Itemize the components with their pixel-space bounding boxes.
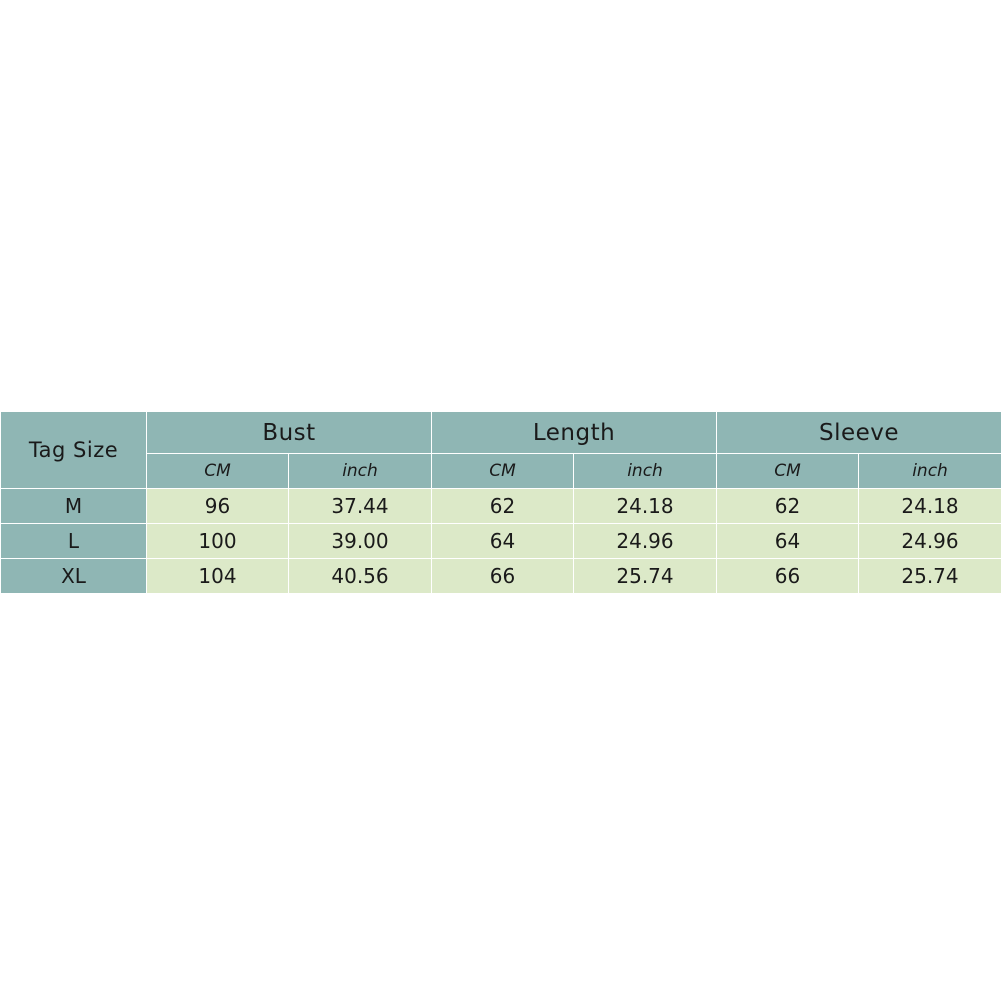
column-group-bust: Bust	[147, 412, 432, 454]
cell-bust-cm: 104	[147, 559, 289, 594]
table-header	[1, 412, 1002, 489]
cell-bust-inch: 39.00	[289, 524, 432, 559]
column-header-bust-inch: inch	[289, 454, 432, 489]
cell-sleeve-inch: 24.96	[859, 524, 1002, 559]
column-header-bust-cm: CM	[147, 454, 289, 489]
cell-sleeve-inch: 24.18	[859, 489, 1002, 524]
cell-length-inch: 24.96	[574, 524, 717, 559]
row-size-label: M	[1, 489, 147, 524]
cell-sleeve-cm: 66	[717, 559, 859, 594]
cell-length-inch: 24.18	[574, 489, 717, 524]
column-header-tag-size: Tag Size	[1, 412, 147, 489]
column-group-length: Length	[432, 412, 717, 454]
size-chart	[0, 411, 1002, 594]
cell-length-cm: 66	[432, 559, 574, 594]
table-body	[1, 489, 1002, 594]
size-chart-table	[0, 411, 1002, 594]
row-size-label: L	[1, 524, 147, 559]
column-header-sleeve-cm: CM	[717, 454, 859, 489]
table-row	[1, 524, 1002, 559]
cell-bust-cm: 100	[147, 524, 289, 559]
column-group-sleeve: Sleeve	[717, 412, 1002, 454]
cell-bust-inch: 37.44	[289, 489, 432, 524]
column-header-length-cm: CM	[432, 454, 574, 489]
column-header-length-inch: inch	[574, 454, 717, 489]
cell-length-inch: 25.74	[574, 559, 717, 594]
table-header-row-units	[1, 454, 1002, 489]
cell-bust-inch: 40.56	[289, 559, 432, 594]
column-header-sleeve-inch: inch	[859, 454, 1002, 489]
table-header-row-groups	[1, 412, 1002, 454]
cell-length-cm: 62	[432, 489, 574, 524]
cell-bust-cm: 96	[147, 489, 289, 524]
row-size-label: XL	[1, 559, 147, 594]
cell-sleeve-cm: 62	[717, 489, 859, 524]
cell-length-cm: 64	[432, 524, 574, 559]
cell-sleeve-cm: 64	[717, 524, 859, 559]
table-row	[1, 559, 1002, 594]
cell-sleeve-inch: 25.74	[859, 559, 1002, 594]
table-row	[1, 489, 1002, 524]
